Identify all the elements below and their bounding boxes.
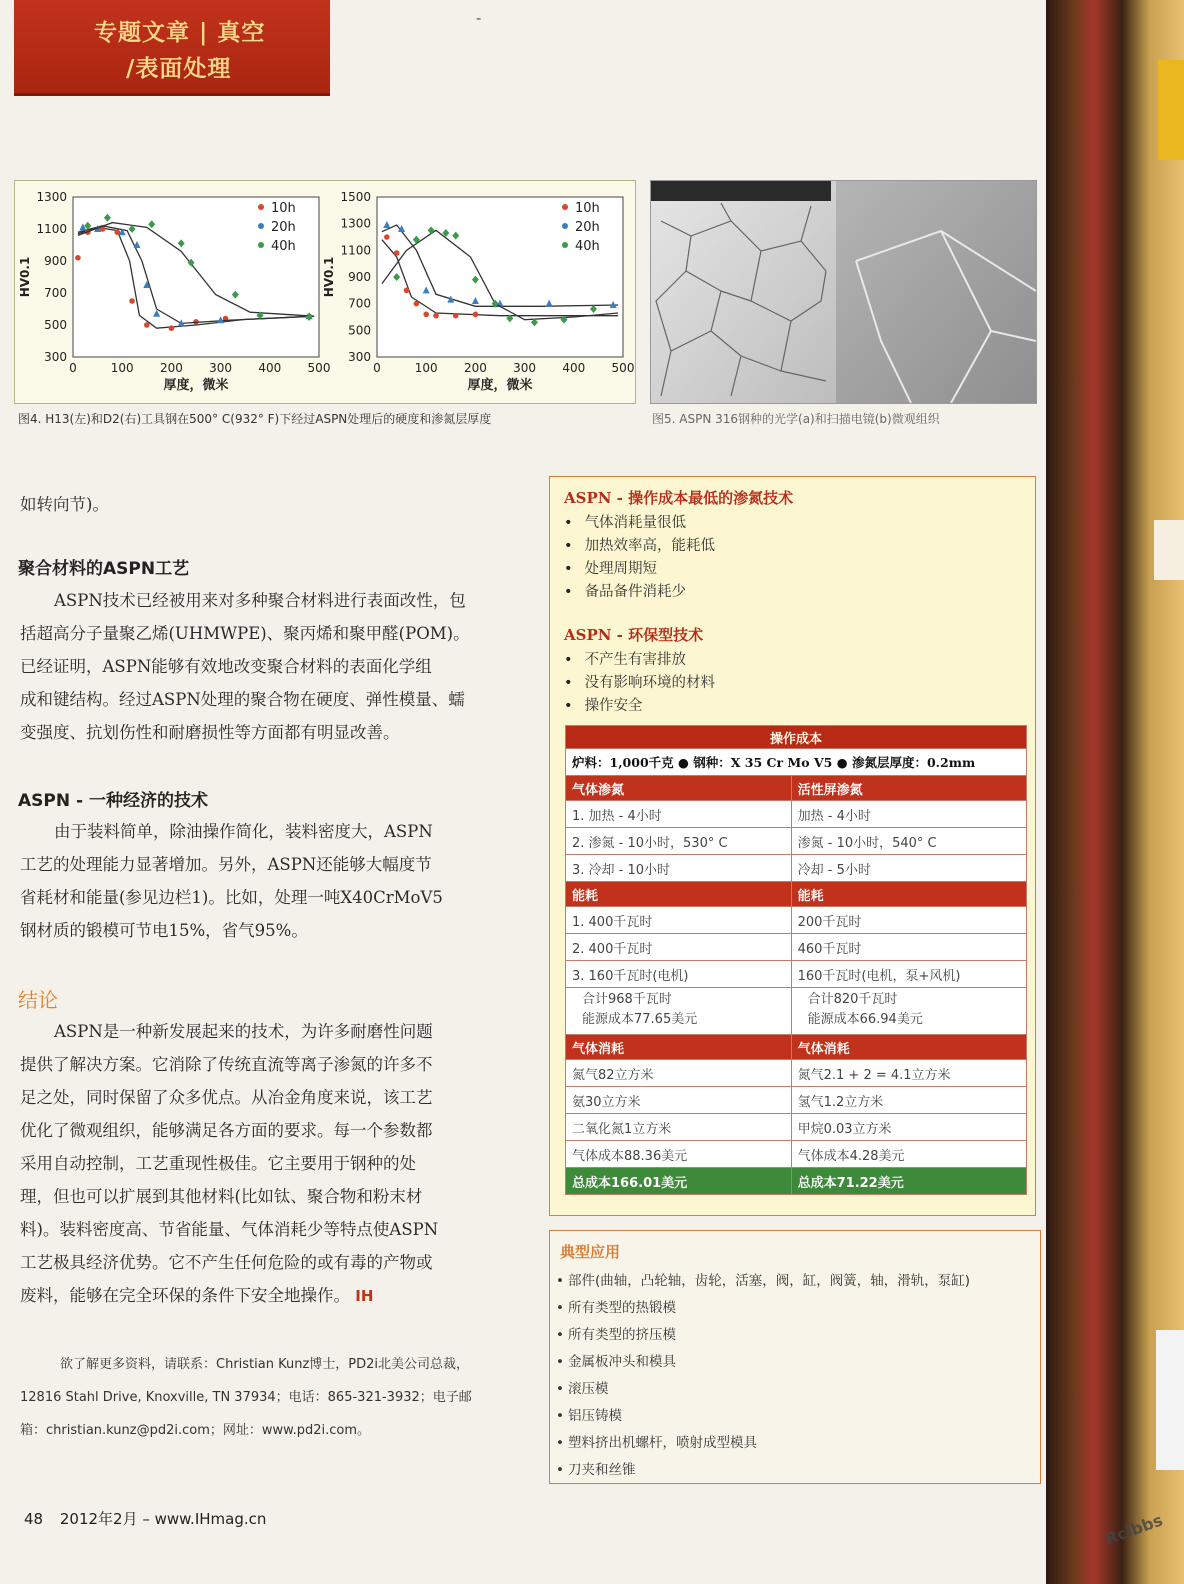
list-item: • 铝压铸模 — [556, 1404, 622, 1424]
figure-5-micrographs — [650, 180, 1037, 404]
legend-label: 40h — [575, 239, 600, 254]
page-number: 48 — [24, 1510, 44, 1528]
x-tick-label: 300 — [209, 361, 233, 375]
x-tick-label: 500 — [307, 361, 331, 375]
table-section-header — [566, 1035, 1027, 1060]
table-row — [566, 1060, 1027, 1087]
col-header-gas: 气体消耗 — [566, 1035, 792, 1060]
total-cost-gas: 总成本166.01美元 — [566, 1168, 792, 1195]
text-line: ASPN技术已经被用来对多种聚合材料进行表面改性，包 — [54, 591, 466, 610]
text-line: 由于装料简单，除油操作简化，装料密度大，ASPN — [54, 822, 433, 841]
y-tick-label: 1300 — [36, 190, 67, 204]
list-item: • 部件(曲轴，凸轮轴，齿轮，活塞，阀，缸，阀簧，轴，滑轨，泵缸) — [556, 1269, 970, 1289]
text-line: 省耗材和能量(参见边栏1)。比如，处理一吨X40CrMoV5 — [20, 888, 443, 907]
text-line: 工艺极具经济优势。它不产生任何危险的或有毒的产物或 — [20, 1253, 433, 1272]
x-tick-label: 200 — [463, 361, 487, 375]
x-tick-label: 100 — [414, 361, 438, 375]
table-cell: 2. 400千瓦时 — [566, 934, 792, 961]
data-point-10h — [144, 322, 150, 328]
heading-polymer: 聚合材料的ASPN工艺 — [18, 559, 190, 579]
list-item: • 加热效率高，能耗低 — [564, 534, 715, 555]
y-tick-label: 700 — [44, 286, 67, 300]
summary-line: 合计968千瓦时 — [582, 992, 672, 1007]
table-row-summary — [566, 988, 1027, 1035]
heading-conclusion: 结论 — [18, 988, 58, 1012]
table-cell: 氮气2.1 + 2 = 4.1立方米 — [791, 1060, 1026, 1087]
data-point-10h — [414, 301, 420, 307]
col-header-gas-nitriding: 气体渗氮 — [566, 776, 792, 801]
x-tick-label: 300 — [513, 361, 537, 375]
text-line: 括超高分子量聚乙烯(UHMWPE)、聚丙烯和聚甲醛(POM)。 — [20, 624, 470, 643]
total-cost-aspn: 总成本71.22美元 — [791, 1168, 1026, 1195]
intro-tail: 如转向节)。 — [20, 495, 109, 514]
x-axis-label: 厚度，微米 — [163, 378, 229, 393]
x-axis-label: 厚度，微米 — [467, 378, 533, 393]
table-cell: 加热 - 4小时 — [791, 801, 1026, 828]
figure-5-caption: 图5. ASPN 316钢种的光学(a)和扫描电镜(b)微观组织 — [652, 412, 940, 426]
text-line: 工艺的处理能力显著增加。另外，ASPN还能够大幅度节 — [20, 855, 432, 874]
table-row — [566, 961, 1027, 988]
table-cell: 3. 冷却 - 10小时 — [566, 855, 792, 882]
col-header-aspn: 活性屏渗氮 — [791, 776, 1026, 801]
table-subtitle-row — [566, 749, 1027, 776]
table-row — [566, 934, 1027, 961]
legend-marker — [258, 204, 264, 210]
text-line: 箱：christian.kunz@pd2i.com；网址：www.pd2i.com。 — [20, 1423, 370, 1438]
list-item: • 塑料挤出机螺杆，喷射成型模具 — [556, 1431, 757, 1451]
contact-info — [20, 1348, 510, 1447]
list-item: • 气体消耗量很低 — [564, 511, 686, 532]
section-tag-line1: 专题文章 | 真空 — [94, 19, 266, 46]
paragraph-polymer — [20, 584, 502, 749]
y-tick-label: 500 — [348, 323, 371, 338]
sidebar-heading-eco: ASPN - 环保型技术 — [564, 626, 704, 644]
table-section-header — [566, 776, 1027, 801]
data-point-10h — [433, 313, 439, 319]
x-tick-label: 400 — [258, 361, 282, 375]
paragraph-economic — [20, 815, 502, 947]
y-tick-label: 900 — [44, 254, 67, 268]
table-cell: 2. 渗氮 - 10小时，530° C — [566, 828, 792, 855]
legend-marker — [258, 242, 264, 248]
y-tick-label: 300 — [44, 350, 67, 364]
list-item: • 金属板冲头和模具 — [556, 1350, 676, 1370]
x-tick-label: 0 — [69, 361, 77, 375]
data-point-10h — [404, 288, 410, 294]
table-cell: 氮气82立方米 — [566, 1060, 792, 1087]
section-tag-line2: /表面处理 — [126, 55, 232, 82]
x-tick-label: 100 — [110, 361, 134, 375]
y-axis-label: HV0.1 — [322, 256, 336, 298]
text-line: 采用自动控制，工艺重现性极佳。它主要用于钢种的处 — [20, 1154, 416, 1173]
legend-label: 40h — [271, 239, 296, 254]
table-cell: 气体成本4.28美元 — [791, 1141, 1026, 1168]
legend-marker — [562, 242, 568, 248]
typical-applications-box — [549, 1230, 1041, 1484]
table-cell: 甲烷0.03立方米 — [791, 1114, 1026, 1141]
y-tick-label: 1500 — [340, 190, 371, 204]
text-line: 12816 Stahl Drive, Knoxville, TN 37934；电话：865-321-3932；电子邮 — [20, 1390, 472, 1405]
col-header-gas: 气体消耗 — [791, 1035, 1026, 1060]
figure-4-caption: 图4. H13(左)和D2(右)工具钢在500° C(932° F)下经过ASPN处理后的硬度和渗氮层厚度 — [18, 412, 492, 426]
legend-label: 10h — [575, 201, 600, 216]
text-line: 废料，能够在完全环保的条件下安全地操作。 — [20, 1286, 350, 1305]
data-point-10h — [473, 312, 479, 318]
summary-line: 能源成本66.94美元 — [807, 1012, 923, 1027]
list-item: • 所有类型的热锻模 — [556, 1296, 676, 1316]
text-line: 优化了微观组织，能够满足各方面的要求。每一个参数都 — [20, 1121, 433, 1140]
text-line: ASPN是一种新发展起来的技术，为许多耐磨性问题 — [54, 1022, 433, 1041]
heading-economic: ASPN - 一种经济的技术 — [18, 791, 208, 811]
x-tick-label: 0 — [373, 361, 381, 375]
table-subtitle: 炉料：1,000千克 ● 钢种：X 35 Cr Mo V5 ● 渗氮层厚度：0.2mm — [566, 749, 1027, 776]
col-header-energy: 能耗 — [791, 882, 1026, 907]
y-tick-label: 1300 — [340, 216, 371, 231]
table-cell: 3. 160千瓦时(电机) — [566, 961, 792, 988]
list-item: • 所有类型的挤压模 — [556, 1323, 676, 1343]
table-cell: 气体成本88.36美元 — [566, 1141, 792, 1168]
summary-line: 合计820千瓦时 — [807, 992, 898, 1007]
table-cell: 460千瓦时 — [791, 934, 1026, 961]
section-tag — [14, 0, 330, 96]
text-line: 提供了解决方案。它消除了传统直流等离子渗氮的许多不 — [20, 1055, 433, 1074]
list-item: • 处理周期短 — [564, 557, 657, 578]
table-row — [566, 828, 1027, 855]
micrograph-image — [651, 181, 1036, 403]
list-item: • 不产生有害排放 — [564, 648, 686, 669]
paragraph-conclusion — [20, 1015, 502, 1313]
text-line: 欲了解更多资料，请联系：Christian Kunz博士，PD2i北美公司总裁， — [60, 1357, 470, 1372]
table-cell: 200千瓦时 — [791, 907, 1026, 934]
text-line: 成和键结构。经过ASPN处理的聚合物在硬度、弹性模量、蠕 — [20, 690, 465, 709]
header-mark: - — [476, 8, 482, 27]
table-row — [566, 1087, 1027, 1114]
adjacent-page-photo — [1046, 0, 1184, 1584]
text-line: 变强度、抗划伤性和耐磨损性等方面都有明显改善。 — [20, 723, 400, 742]
table-cell: 氨30立方米 — [566, 1087, 792, 1114]
data-point-10h — [169, 325, 175, 331]
y-axis-label: HV0.1 — [18, 256, 32, 298]
end-mark: IH — [355, 1287, 374, 1305]
figure-4-charts — [14, 180, 636, 404]
text-line: 已经证明，ASPN能够有效地改变聚合材料的表面化学组 — [20, 657, 432, 676]
text-line: 足之处，同时保留了众多优点。从冶金角度来说，该工艺 — [20, 1088, 433, 1107]
table-row — [566, 855, 1027, 882]
sidebar-heading-cost: ASPN - 操作成本最低的渗氮技术 — [564, 489, 794, 507]
table-total-row — [566, 1168, 1027, 1195]
operating-cost-table — [565, 725, 1027, 1195]
legend-marker — [562, 204, 568, 210]
sidebar-box — [549, 476, 1036, 1216]
table-row — [566, 1141, 1027, 1168]
x-tick-label: 500 — [611, 361, 635, 375]
text-line: 钢材质的锻模可节电15%，省气95%。 — [20, 921, 308, 940]
list-item: • 刀夹和丝锥 — [556, 1458, 635, 1478]
data-point-10h — [423, 312, 429, 318]
hardness-charts-svg — [15, 181, 635, 403]
table-row — [566, 907, 1027, 934]
text-line: 理，但也可以扩展到其他材料(比如钛、聚合物和粉末材 — [20, 1187, 423, 1206]
legend-label: 20h — [271, 220, 296, 235]
list-item: • 没有影响环境的材料 — [564, 671, 715, 692]
watermark: Rclbbs — [1102, 1510, 1166, 1549]
table-cell: 1. 400千瓦时 — [566, 907, 792, 934]
table-row — [566, 801, 1027, 828]
table-cell — [566, 988, 792, 1035]
data-point-10h — [129, 298, 135, 304]
col-header-energy: 能耗 — [566, 882, 792, 907]
table-row — [566, 1114, 1027, 1141]
legend-label: 10h — [271, 201, 296, 216]
table-cell — [791, 988, 1026, 1035]
data-point-10h — [453, 313, 459, 319]
legend-marker — [562, 223, 568, 229]
y-tick-label: 1100 — [36, 222, 67, 236]
issue-info: 2012年2月 – www.IHmag.cn — [59, 1510, 267, 1528]
table-cell: 160千瓦时(电机，泵+风机) — [791, 961, 1026, 988]
table-cell: 1. 加热 - 4小时 — [566, 801, 792, 828]
legend-label: 20h — [575, 220, 600, 235]
x-tick-label: 400 — [562, 361, 586, 375]
data-point-10h — [384, 234, 390, 240]
y-tick-label: 900 — [348, 270, 371, 284]
y-tick-label: 300 — [348, 350, 371, 364]
table-title: 操作成本 — [566, 726, 1027, 749]
apps-heading: 典型应用 — [560, 1243, 621, 1261]
text-line: 料)。装料密度高、节省能量、气体消耗少等特点使ASPN — [20, 1220, 439, 1239]
table-cell: 渗氮 - 10小时，540° C — [791, 828, 1026, 855]
list-item: • 备品备件消耗少 — [564, 580, 686, 601]
list-item: • 操作安全 — [564, 694, 643, 715]
summary-line: 能源成本77.65美元 — [582, 1012, 698, 1027]
legend-marker — [258, 223, 264, 229]
data-point-10h — [75, 255, 81, 261]
x-tick-label: 200 — [159, 361, 183, 375]
table-section-header — [566, 882, 1027, 907]
y-tick-label: 700 — [348, 296, 371, 311]
y-tick-label: 500 — [44, 318, 67, 332]
page-footer — [24, 1508, 266, 1529]
data-point-10h — [394, 250, 400, 256]
table-cell: 氢气1.2立方米 — [791, 1087, 1026, 1114]
table-cell: 二氧化氮1立方米 — [566, 1114, 792, 1141]
table-title-row — [566, 726, 1027, 749]
list-item: • 滚压模 — [556, 1377, 608, 1397]
table-cell: 冷却 - 5小时 — [791, 855, 1026, 882]
y-tick-label: 1100 — [340, 243, 371, 258]
